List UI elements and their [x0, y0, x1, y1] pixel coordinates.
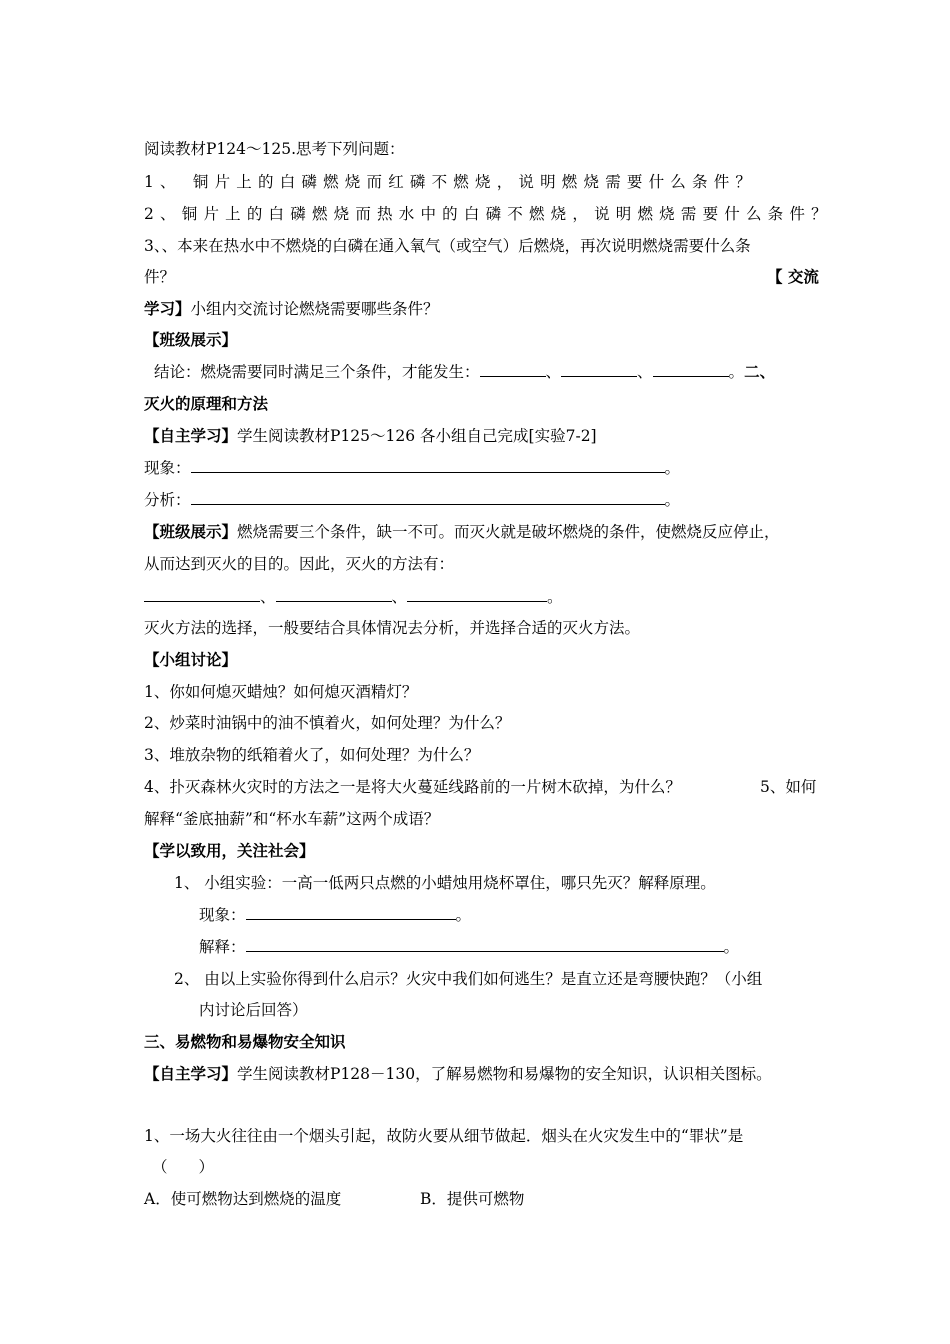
discussion-q1: 1、你如何熄灭蜡烛？如何熄灭酒精灯？: [144, 683, 418, 701]
apply-q2: 2、 由以上实验你得到什么启示？火灾中我们如何逃生？是直立还是弯腰快跑？（小组: [174, 970, 763, 988]
separator: 、: [637, 363, 653, 381]
question-3-cont: 件？: [144, 268, 176, 286]
exchange-line: [144, 299, 439, 319]
discussion-q4: 4、扑灭森林火灾时的方法之一是将大火蔓延线路前的一片树木砍掉，为什么？: [144, 778, 681, 796]
discussion-q2: 2、炒菜时油锅中的油不慎着火，如何处理？为什么？: [144, 714, 511, 732]
section-2-number: 二、: [744, 362, 776, 381]
period: 。: [723, 938, 740, 956]
period: 。: [455, 906, 472, 924]
conclusion-line: [154, 362, 775, 382]
answer-blank[interactable]: [191, 490, 665, 505]
discussion-q5-start: 5、如何: [760, 778, 817, 796]
exercise-q1: 1、一场大火往往由一个烟头引起，故防火要从细节做起．烟头在火灾发生中的“罪状”是: [144, 1127, 744, 1145]
separator: 、: [391, 588, 408, 606]
exchange-text: 小组内交流讨论燃烧需要哪些条件？: [190, 300, 439, 318]
period: 。: [547, 588, 563, 606]
answer-blank[interactable]: [191, 458, 665, 473]
period: 。: [728, 363, 745, 381]
apply-heading: 【学以致用，关注社会】: [144, 841, 315, 860]
answer-blank[interactable]: [246, 905, 456, 920]
method-choice-text: 灭火方法的选择，一般要结合具体情况去分析，并选择合适的灭火方法。: [144, 619, 641, 637]
separator: 、: [545, 363, 562, 381]
answer-blank[interactable]: [653, 362, 729, 377]
phenomenon-line: [144, 458, 680, 478]
phenomenon-label: 现象：: [199, 906, 246, 924]
section-3-title: 三、易燃物和易爆物安全知识: [144, 1032, 346, 1051]
answer-blank[interactable]: [480, 362, 546, 377]
answer-blank[interactable]: [144, 587, 260, 602]
question-2: 2、铜片上的白磷燃烧而热水中的白磷不燃烧，说明燃烧需要什么条件？: [144, 205, 833, 223]
apply-explanation-line: [199, 937, 739, 957]
option-a: A．使可燃物达到燃烧的温度: [144, 1190, 342, 1208]
reading-instruction: 阅读教材P124～125.思考下列问题：: [144, 140, 405, 158]
analysis-label: 分析：: [144, 491, 191, 509]
period: 。: [664, 459, 681, 477]
answer-blank[interactable]: [246, 937, 724, 952]
option-b: B．提供可燃物: [420, 1190, 525, 1208]
exchange-heading-part1: 【 交流: [767, 267, 819, 286]
question-1: 1、 铜片上的白磷燃烧而红磷不燃烧，说明燃烧需要什么条件？: [144, 173, 758, 191]
class-display-line: [144, 522, 780, 542]
discussion-q3: 3、堆放杂物的纸箱着火了，如何处理？为什么？: [144, 746, 480, 764]
self-study-text: 学生阅读教材P128－130，了解易燃物和易爆物的安全知识，认识相关图标。: [237, 1065, 772, 1083]
apply-phenomenon-line: [199, 905, 471, 925]
self-study-heading: 【自主学习】: [144, 1064, 238, 1083]
answer-blank[interactable]: [407, 587, 547, 602]
extinguish-intro: 从而达到灭火的目的。因此，灭火的方法有：: [144, 555, 455, 573]
class-display-heading: 【班级展示】: [144, 330, 238, 349]
group-discussion-heading: 【小组讨论】: [144, 650, 238, 669]
question-3: 3、、本来在热水中不燃烧的白磷在通入氧气（或空气）后燃烧，再次说明燃烧需要什么条: [144, 237, 751, 255]
self-study-text: 学生阅读教材P125～126 各小组自己完成[实验7-2]: [237, 427, 597, 445]
answer-blank[interactable]: [561, 362, 637, 377]
exchange-heading-part2: 学习】: [144, 299, 191, 318]
apply-q2-cont: 内讨论后回答）: [199, 1001, 308, 1019]
answer-blank[interactable]: [276, 587, 392, 602]
discussion-q5: 解释“釜底抽薪”和“杯水车薪”这两个成语？: [144, 810, 440, 828]
self-study-line-2: [144, 1064, 772, 1084]
analysis-line: [144, 490, 680, 510]
self-study-line: [144, 426, 597, 446]
class-display-heading: 【班级展示】: [144, 522, 238, 541]
period: 。: [664, 491, 681, 509]
conclusion-text: 结论：燃烧需要同时满足三个条件，才能发生：: [154, 363, 480, 381]
explanation-label: 解释：: [199, 938, 246, 956]
phenomenon-label: 现象：: [144, 459, 191, 477]
separator: 、: [260, 588, 276, 606]
apply-q1: 1、 小组实验：一高一低两只点燃的小蜡烛用烧杯罩住，哪只先灭？解释原理。: [174, 874, 716, 892]
section-2-title: 灭火的原理和方法: [144, 394, 269, 413]
self-study-heading: 【自主学习】: [144, 426, 238, 445]
exercise-answer-parens: （ ）: [152, 1158, 215, 1176]
extinguish-methods-blanks: [144, 587, 563, 607]
class-display-text: 燃烧需要三个条件，缺一不可。而灭火就是破坏燃烧的条件，使燃烧反应停止，: [237, 523, 780, 541]
